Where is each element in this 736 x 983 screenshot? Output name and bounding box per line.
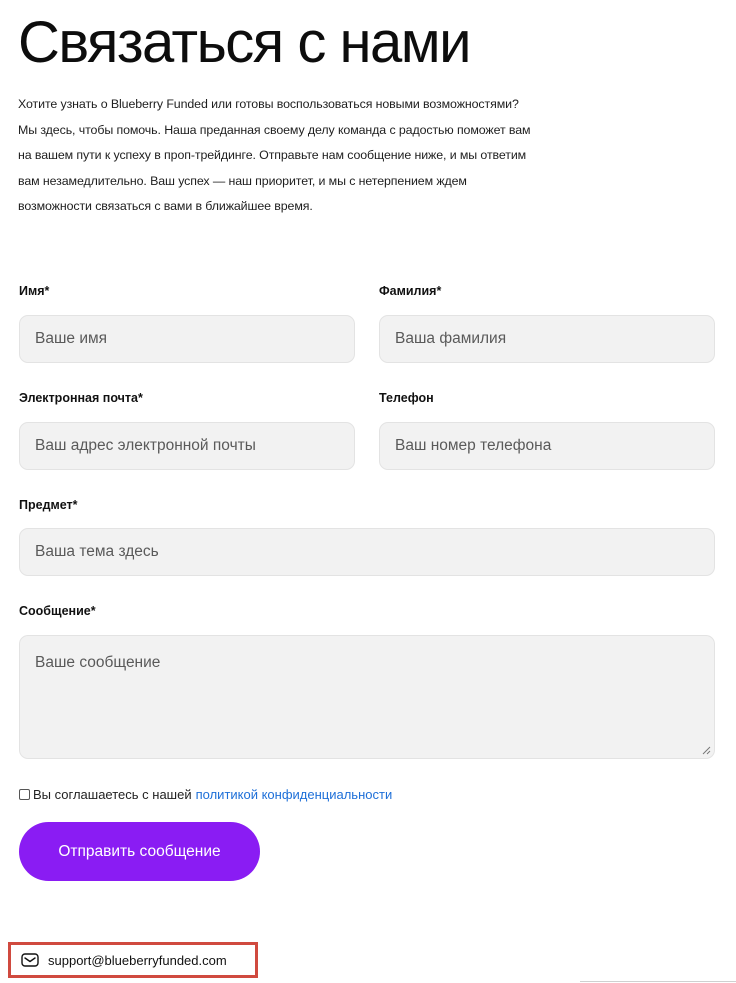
page-title: Связаться с нами	[18, 10, 471, 75]
subject-label: Предмет*	[19, 498, 78, 512]
message-placeholder: Ваше сообщение	[35, 654, 161, 671]
privacy-policy-link[interactable]: политикой конфиденциальности	[195, 787, 393, 802]
support-email[interactable]	[8, 942, 258, 978]
consent-checkbox[interactable]	[19, 789, 30, 800]
last-name-field[interactable]	[379, 315, 715, 363]
intro-line: возможности связаться с вами в ближайшее время.	[18, 199, 313, 213]
subject-field[interactable]	[19, 528, 715, 576]
support-email-text[interactable]: support@blueberryfunded.com	[48, 952, 227, 968]
email-field[interactable]	[19, 422, 355, 470]
phone-label: Телефон	[379, 391, 434, 405]
email-label: Электронная почта*	[19, 391, 143, 405]
message-label: Сообщение*	[19, 604, 96, 618]
intro-line: вам незамедлительно. Ваш успех — наш приоритет, и мы с нетерпением ждем	[18, 173, 467, 188]
intro-line: Хотите узнать о Blueberry Funded или готовы воспользоваться новыми возможностями?	[18, 97, 519, 111]
mail-icon	[21, 953, 39, 967]
intro-paragraph	[18, 92, 598, 220]
consent-text: Вы соглашаетесь с нашей	[33, 787, 192, 802]
divider	[580, 981, 736, 982]
last-name-placeholder: Ваша фамилия	[395, 330, 507, 347]
first-name-label: Имя*	[19, 284, 50, 298]
message-textarea[interactable]	[19, 635, 715, 759]
subject-placeholder: Ваша тема здесь	[35, 543, 159, 560]
last-name-label: Фамилия*	[379, 284, 442, 298]
resize-grip-icon[interactable]	[701, 745, 711, 755]
email-placeholder: Ваш адрес электронной почты	[35, 437, 256, 454]
submit-button[interactable]: Отправить сообщение	[19, 822, 260, 881]
privacy-consent	[19, 787, 392, 802]
phone-placeholder: Ваш номер телефона	[395, 437, 552, 454]
first-name-placeholder: Ваше имя	[35, 330, 108, 347]
intro-line: Мы здесь, чтобы помочь. Наша преданная своему делу команда с радостью поможет вам	[18, 122, 531, 137]
first-name-field[interactable]	[19, 315, 355, 363]
intro-line: на вашем пути к успеху в проп-трейдинге. Отправьте нам сообщение ниже, и мы ответим	[18, 148, 527, 162]
phone-field[interactable]	[379, 422, 715, 470]
